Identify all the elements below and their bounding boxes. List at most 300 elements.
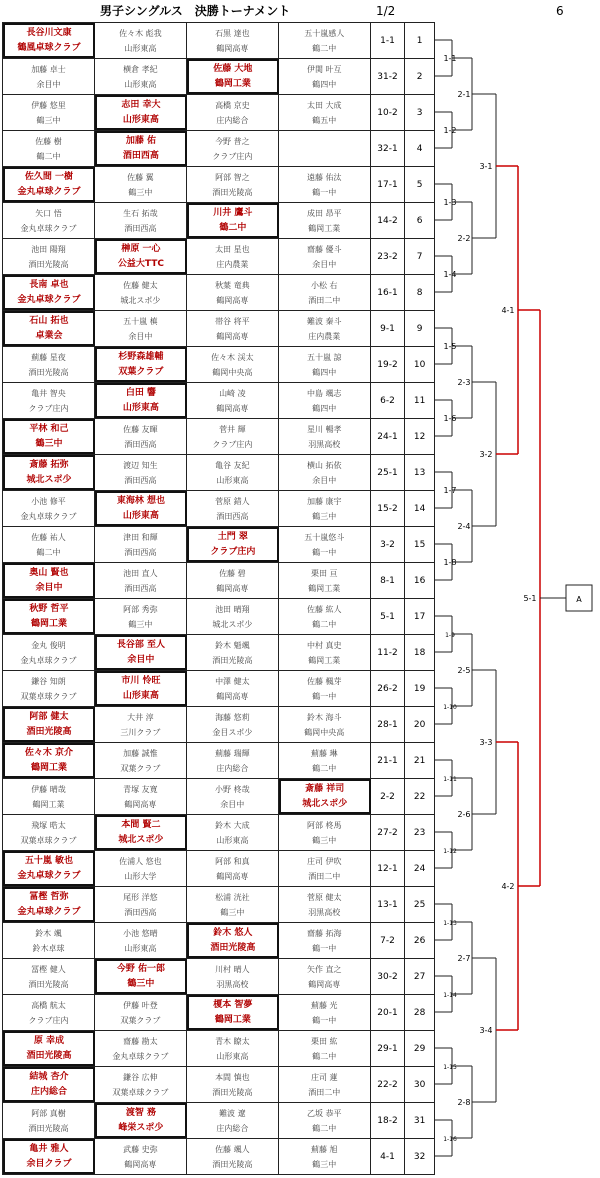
player-name: 齋藤 勘太 [123, 1036, 158, 1046]
player-club: 城北スポ少 [212, 619, 253, 629]
player-name: 秋野 哲平 [29, 603, 69, 614]
player-name: 五十嵐 敏也 [24, 855, 74, 866]
player-club: 城北スポ少 [118, 834, 164, 845]
player-name: 加藤 卓士 [31, 64, 66, 74]
player-club: 酒田光陵高 [212, 655, 253, 665]
player-club: 鶴岡工業 [32, 799, 65, 809]
seed-code: 29-1 [371, 1031, 406, 1066]
match-label: 1-3 [443, 198, 457, 207]
player-name: 中澤 健太 [215, 676, 250, 686]
seed-code: 20-1 [371, 995, 406, 1030]
player-club: 鶴岡高専 [124, 799, 157, 809]
player-club: 双葉卓球クラブ [20, 691, 77, 701]
draw-number: 14 [405, 491, 435, 526]
player-name: 長谷部 至人 [116, 639, 165, 650]
player-club: クラブ庄内 [210, 546, 256, 557]
draw-number: 29 [405, 1031, 435, 1066]
player-club: 山形東高 [122, 114, 159, 125]
player-name: 菅原 健太 [306, 892, 342, 902]
match-label: 1-9 [445, 632, 455, 639]
match-label: 2-2 [457, 234, 471, 243]
player-name: 尾形 洋悠 [123, 892, 158, 902]
player-name: 佐々木 京介 [24, 747, 74, 758]
seed-code: 22-2 [371, 1067, 406, 1102]
player-name: 志田 幸大 [121, 99, 161, 110]
match-label: 1-1 [443, 54, 457, 63]
page-title: 男子シングルス 決勝トーナメント [100, 4, 291, 18]
player-club: 酒田光陵高 [26, 726, 72, 737]
player-club: 鶴岡高専 [216, 43, 249, 53]
sheet-number: 6 [556, 4, 564, 18]
player-club: 双葉クラブ [120, 763, 161, 773]
draw-number: 7 [405, 239, 435, 274]
player-club: 峰栄スポ少 [118, 1122, 164, 1133]
draw-number: 2 [405, 59, 435, 94]
player-name: 栗田 紘 [310, 1036, 338, 1046]
match-label: 3-2 [479, 450, 493, 459]
player-name: 佐久間 一樹 [24, 171, 74, 182]
player-name: 東海林 想也 [116, 495, 165, 506]
player-name: 伊藤 晴哉 [31, 784, 66, 794]
player-club: クラブ庄内 [212, 439, 253, 449]
match-label: 2-3 [457, 378, 471, 387]
match-label: 5-1 [523, 594, 537, 603]
page-number: 1/2 [376, 4, 396, 18]
match-label: 4-1 [501, 306, 515, 315]
draw-number: 21 [405, 743, 435, 778]
player-club: クラブ庄内 [212, 151, 253, 161]
match-label: 1-10 [443, 704, 457, 711]
player-name: 佐藤 翼 [127, 172, 154, 182]
player-name: 土門 翠 [217, 531, 248, 542]
match-label: 1-12 [443, 848, 457, 855]
seed-code: 26-2 [371, 671, 406, 706]
player-club: 鶴一中 [312, 547, 337, 557]
player-name: 佐藤 楓芽 [306, 676, 342, 686]
player-name: 帯谷 将平 [215, 316, 250, 326]
player-name: 川井 鷹斗 [213, 207, 253, 218]
player-name: 佐藤 碧 [219, 568, 246, 578]
player-name: 佐藤 大地 [213, 63, 253, 74]
player-club: 鶴岡工業 [308, 583, 341, 593]
player-club: 鶴二中 [312, 619, 337, 629]
draw-number: 4 [405, 131, 435, 166]
player-name: 榎本 智夢 [213, 999, 253, 1010]
player-club: 金丸卓球クラブ [17, 870, 81, 881]
player-club: 金目スポ少 [212, 727, 253, 737]
player-club: 酒田二中 [308, 1087, 341, 1097]
seed-code: 21-1 [371, 743, 406, 778]
draw-number: 30 [405, 1067, 435, 1102]
player-name: 佐々木 渓太 [211, 352, 254, 362]
draw-number: 11 [405, 383, 435, 418]
player-club: 鶴岡高専 [216, 295, 249, 305]
player-name: 鈴木 悠人 [213, 927, 253, 938]
player-name: 阿部 真樹 [31, 1108, 66, 1118]
match-label: 3-4 [479, 1026, 493, 1035]
player-name: 青木 瞭太 [215, 1036, 250, 1046]
player-club: 山形東高 [216, 1051, 249, 1061]
player-name: 五十嵐 諒 [306, 352, 342, 362]
player-name: 白田 響 [125, 387, 156, 398]
player-name: 小池 悠晴 [123, 928, 158, 938]
seed-code: 24-1 [371, 419, 406, 454]
player-club: 城北スポ少 [120, 295, 161, 305]
player-club: 酒田西高 [124, 547, 157, 557]
player-name: 冨樫 健人 [31, 964, 66, 974]
player-club: 双葉卓球クラブ [20, 835, 77, 845]
player-club: 鶴三中 [220, 907, 245, 917]
player-name: 遠藤 佑汰 [306, 172, 342, 182]
player-name: 渡智 務 [125, 1107, 156, 1118]
player-club: 山形東高 [124, 79, 157, 89]
player-club: 鶴岡高専 [308, 979, 341, 989]
player-club: 酒田光陵高 [28, 979, 69, 989]
match-label: 2-7 [457, 954, 471, 963]
player-club: 酒田光陵高 [28, 1123, 69, 1133]
player-club: 庄内農業 [308, 331, 341, 341]
seed-code: 15-2 [371, 491, 406, 526]
seed-code: 18-2 [371, 1103, 406, 1138]
seed-code: 32-1 [371, 131, 406, 166]
player-name: 齋藤 拓海 [306, 928, 342, 938]
player-name: 太田 大成 [306, 100, 342, 110]
player-club: 鶴二中 [219, 222, 247, 233]
player-name: 阿部 秀弥 [123, 604, 158, 614]
player-club: 鶴一中 [312, 187, 337, 197]
player-club: 羽黒高校 [216, 979, 249, 989]
player-name: 伊藤 悠里 [31, 100, 66, 110]
player-name: 鈴木 海斗 [306, 712, 342, 722]
player-name: 阿部 柊馬 [306, 820, 342, 830]
final-label: A [576, 595, 582, 604]
draw-number: 27 [405, 959, 435, 994]
seed-code: 19-2 [371, 347, 406, 382]
seed-code: 17-1 [371, 167, 406, 202]
player-name: 今野 普之 [215, 136, 250, 146]
player-club: 酒田光陵高 [212, 1159, 253, 1169]
player-name: 五十嵐感人 [304, 28, 345, 38]
player-club: 羽黒高校 [308, 907, 341, 917]
player-name: 長谷川文康 [26, 27, 72, 38]
player-club: 酒田光陵高 [28, 259, 69, 269]
player-club: 鶴三中 [312, 511, 337, 521]
player-club: 公益大TTC [117, 258, 164, 269]
draw-number: 24 [405, 851, 435, 886]
draw-number: 23 [405, 815, 435, 850]
player-name: 本間 慎也 [215, 1072, 250, 1082]
player-club: 鶴岡中央高 [304, 727, 345, 737]
player-name: 佐藤 友暉 [123, 424, 158, 434]
seed-code: 16-1 [371, 275, 406, 310]
player-name: 加藤 誠惟 [123, 748, 158, 758]
player-club: 鶴二中 [36, 151, 61, 161]
player-club: 庄内総合 [216, 115, 249, 125]
match-label: 1-16 [443, 1136, 457, 1143]
seed-code: 11-2 [371, 635, 406, 670]
draw-number: 18 [405, 635, 435, 670]
draw-number: 22 [405, 779, 435, 814]
player-club: 鶴風卓球クラブ [17, 42, 81, 53]
player-name: 佐藤 樹 [35, 136, 62, 146]
player-club: 鶴五中 [312, 115, 337, 125]
player-club: 酒田光陵高 [26, 1050, 72, 1061]
player-name: 川村 晴人 [215, 964, 250, 974]
player-club: 鶴岡高専 [216, 331, 249, 341]
player-name: 佐藤 紘人 [306, 604, 342, 614]
player-club: 鶴二中 [312, 43, 337, 53]
player-name: 武藤 史弥 [123, 1144, 158, 1154]
player-club: 鶴四中 [312, 79, 337, 89]
draw-number: 13 [405, 455, 435, 490]
player-club: 卓業会 [35, 330, 63, 341]
player-name: 横倉 孝紀 [123, 64, 158, 74]
player-club: 余目中 [312, 475, 337, 485]
player-club: 双葉クラブ [120, 1015, 161, 1025]
seed-code: 7-2 [371, 923, 406, 958]
player-club: 庄内総合 [30, 1086, 67, 1097]
player-club: 酒田光陵高 [28, 367, 69, 377]
player-name: 加藤 康宇 [306, 496, 342, 506]
player-name: 池田 直人 [123, 568, 158, 578]
player-name: 鎌谷 知朗 [31, 676, 66, 686]
player-name: 庄司 蓮 [310, 1072, 338, 1082]
draw-number: 3 [405, 95, 435, 130]
draw-number: 17 [405, 599, 435, 634]
player-name: 高橋 航太 [31, 1000, 66, 1010]
match-label: 1-14 [443, 992, 457, 999]
player-club: 酒田光陵高 [212, 187, 253, 197]
player-name: 冨樫 哲弥 [29, 891, 69, 902]
player-name: 横山 拓依 [306, 460, 342, 470]
player-club: 城北スポ少 [302, 798, 348, 809]
player-club: 鶴三中 [36, 115, 61, 125]
player-club: 山形東高 [124, 43, 157, 53]
player-name: 矢作 直之 [306, 964, 342, 974]
player-club: 酒田西高 [216, 511, 249, 521]
player-name: 飛塚 晧太 [31, 820, 66, 830]
player-club: 鈴木卓球 [32, 943, 65, 953]
draw-number: 16 [405, 563, 435, 598]
draw-number: 28 [405, 995, 435, 1030]
player-name: 松浦 洸社 [215, 892, 250, 902]
match-label: 2-6 [457, 810, 471, 819]
player-name: 佐藤 祐人 [31, 532, 66, 542]
seed-code: 6-2 [371, 383, 406, 418]
draw-number: 25 [405, 887, 435, 922]
player-club: 余目中 [36, 79, 61, 89]
seed-code: 31-2 [371, 59, 406, 94]
match-label: 1-5 [443, 342, 457, 351]
player-name: 石黒 達也 [215, 28, 250, 38]
player-club: 鶴三中 [35, 438, 63, 449]
player-club: 余目中 [35, 582, 63, 593]
draw-number: 26 [405, 923, 435, 958]
player-club: 鶴岡高専 [216, 403, 249, 413]
player-name: 成田 昂平 [306, 208, 342, 218]
seed-code: 10-2 [371, 95, 406, 130]
player-name: 鈴木 大成 [215, 820, 250, 830]
player-name: 結城 杏介 [29, 1071, 69, 1082]
player-name: 伊関 叶互 [306, 64, 342, 74]
seed-code: 3-2 [371, 527, 406, 562]
player-club: 金丸卓球クラブ [17, 294, 81, 305]
player-club: 鶴三中 [127, 978, 155, 989]
player-club: 鶴四中 [312, 403, 337, 413]
match-label: 3-1 [479, 162, 493, 171]
player-name: 伊藤 叶登 [123, 1000, 158, 1010]
match-label: 2-8 [457, 1098, 471, 1107]
seed-code: 1-1 [371, 23, 406, 58]
player-club: 双葉クラブ [118, 366, 164, 377]
seed-code: 9-1 [371, 311, 406, 346]
player-club: 鶴二中 [312, 1123, 337, 1133]
seed-code: 12-1 [371, 851, 406, 886]
player-club: 金丸卓球クラブ [17, 186, 81, 197]
player-club: 酒田西高 [122, 150, 159, 161]
seed-code: 30-2 [371, 959, 406, 994]
player-club: クラブ庄内 [28, 403, 69, 413]
seed-code: 14-2 [371, 203, 406, 238]
player-club: 鶴岡高専 [124, 1159, 157, 1169]
player-club: 酒田西高 [124, 583, 157, 593]
seed-code: 23-2 [371, 239, 406, 274]
player-club: 鶴岡中央高 [212, 367, 253, 377]
match-label: 1-2 [443, 126, 457, 135]
player-club: 余目中 [220, 799, 245, 809]
seed-code: 25-1 [371, 455, 406, 490]
player-club: 酒田西高 [124, 475, 157, 485]
player-club: 双葉卓球クラブ [112, 1087, 169, 1097]
player-club: 鶴二中 [36, 547, 61, 557]
seed-code: 8-1 [371, 563, 406, 598]
draw-number: 8 [405, 275, 435, 310]
match-label: 1-6 [443, 414, 457, 423]
match-label: 3-3 [479, 738, 493, 747]
draw-number: 10 [405, 347, 435, 382]
player-name: 難波 遼 [219, 1108, 246, 1118]
match-label: 1-8 [443, 558, 457, 567]
match-label: 2-5 [457, 666, 471, 675]
player-club: 山形東高 [216, 835, 249, 845]
player-club: 三川クラブ [120, 727, 161, 737]
player-name: 高橋 京史 [215, 100, 250, 110]
match-label: 2-4 [457, 522, 471, 531]
player-name: 亀谷 友紀 [215, 460, 250, 470]
player-name: 小松 右 [310, 280, 338, 290]
player-club: 金丸卓球クラブ [112, 1051, 169, 1061]
player-name: 金丸 俊明 [31, 640, 66, 650]
player-name: 生石 拓哉 [123, 208, 158, 218]
player-name: 庄司 伊吹 [306, 856, 342, 866]
player-name: 秋葉 竜典 [215, 280, 250, 290]
player-club: 鶴岡工業 [214, 1014, 251, 1025]
player-name: 小野 柊哉 [215, 784, 250, 794]
player-club: 鶴一中 [312, 1015, 337, 1025]
player-name: 石山 拓也 [29, 315, 69, 326]
player-club: 鶴一中 [312, 943, 337, 953]
player-name: 薊藤 星夜 [31, 352, 66, 362]
match-label: 2-1 [457, 90, 471, 99]
player-club: 山形東高 [122, 402, 159, 413]
player-name: 本間 賢二 [121, 819, 161, 830]
player-club: 鶴三中 [128, 187, 153, 197]
player-club: 鶴二中 [312, 1051, 337, 1061]
player-name: 大井 淳 [127, 712, 154, 722]
draw-number: 12 [405, 419, 435, 454]
player-club: 山形大学 [124, 871, 157, 881]
player-club: 余目クラブ [26, 1158, 72, 1169]
player-club: 鶴岡工業 [308, 655, 341, 665]
player-name: 佐藤 健太 [123, 280, 158, 290]
player-name: 佐藤 颯人 [215, 1144, 250, 1154]
player-name: 中島 颯志 [306, 388, 342, 398]
player-club: 鶴三中 [312, 835, 337, 845]
player-club: 余目中 [312, 259, 337, 269]
player-club: 鶴岡高専 [216, 583, 249, 593]
player-club: 余目中 [128, 331, 153, 341]
player-club: 羽黒高校 [308, 439, 341, 449]
seed-code: 28-1 [371, 707, 406, 742]
player-club: 山形東高 [216, 475, 249, 485]
player-name: 加藤 佑 [125, 135, 156, 146]
player-name: 佐浦人 悠也 [119, 856, 162, 866]
player-name: 難波 秦斗 [306, 316, 342, 326]
player-name: 津田 和輝 [123, 532, 158, 542]
player-name: 太田 星也 [215, 244, 250, 254]
player-name: 菅原 錯人 [215, 496, 250, 506]
player-name: 阿部 健太 [29, 711, 69, 722]
player-name: 齋藤 優斗 [306, 244, 342, 254]
match-label: 4-2 [501, 882, 515, 891]
player-name: 五十嵐 槙 [123, 316, 158, 326]
match-label: 1-15 [443, 1064, 457, 1071]
player-club: 酒田西高 [124, 439, 157, 449]
player-club: 鶴岡工業 [30, 618, 67, 629]
player-name: 佐々木 彪我 [119, 28, 162, 38]
player-club: 金丸卓球クラブ [17, 906, 81, 917]
player-name: 奥山 賢也 [29, 567, 69, 578]
match-label: 1-7 [443, 486, 457, 495]
player-name: 池田 晴翔 [215, 604, 250, 614]
player-club: 山形東高 [124, 943, 157, 953]
player-name: 渡辺 知生 [123, 460, 158, 470]
draw-number: 31 [405, 1103, 435, 1138]
seed-code: 4-1 [371, 1139, 406, 1174]
player-name: 菅井 輝 [219, 424, 246, 434]
player-club: 金丸卓球クラブ [20, 655, 77, 665]
seed-code: 5-1 [371, 599, 406, 634]
player-name: 斎藤 拓弥 [29, 459, 69, 470]
draw-number: 20 [405, 707, 435, 742]
player-name: 今野 佑一郎 [116, 963, 165, 974]
player-name: 亀井 雅人 [29, 1143, 69, 1154]
player-club: 酒田二中 [308, 295, 341, 305]
player-name: 薊藤 瑞輝 [215, 748, 250, 758]
draw-number: 5 [405, 167, 435, 202]
player-club: 鶴岡工業 [308, 223, 341, 233]
player-name: 青塚 友寛 [123, 784, 158, 794]
draw-number: 1 [405, 23, 435, 58]
player-club: 酒田西高 [124, 223, 157, 233]
player-club: 酒田光陵高 [210, 942, 256, 953]
player-name: 五十嵐悠斗 [304, 532, 345, 542]
draw-number: 9 [405, 311, 435, 346]
seed-code: 13-1 [371, 887, 406, 922]
player-club: 鶴二中 [312, 763, 337, 773]
player-club: 鶴一中 [312, 691, 337, 701]
player-name: 矢口 悟 [35, 208, 62, 218]
